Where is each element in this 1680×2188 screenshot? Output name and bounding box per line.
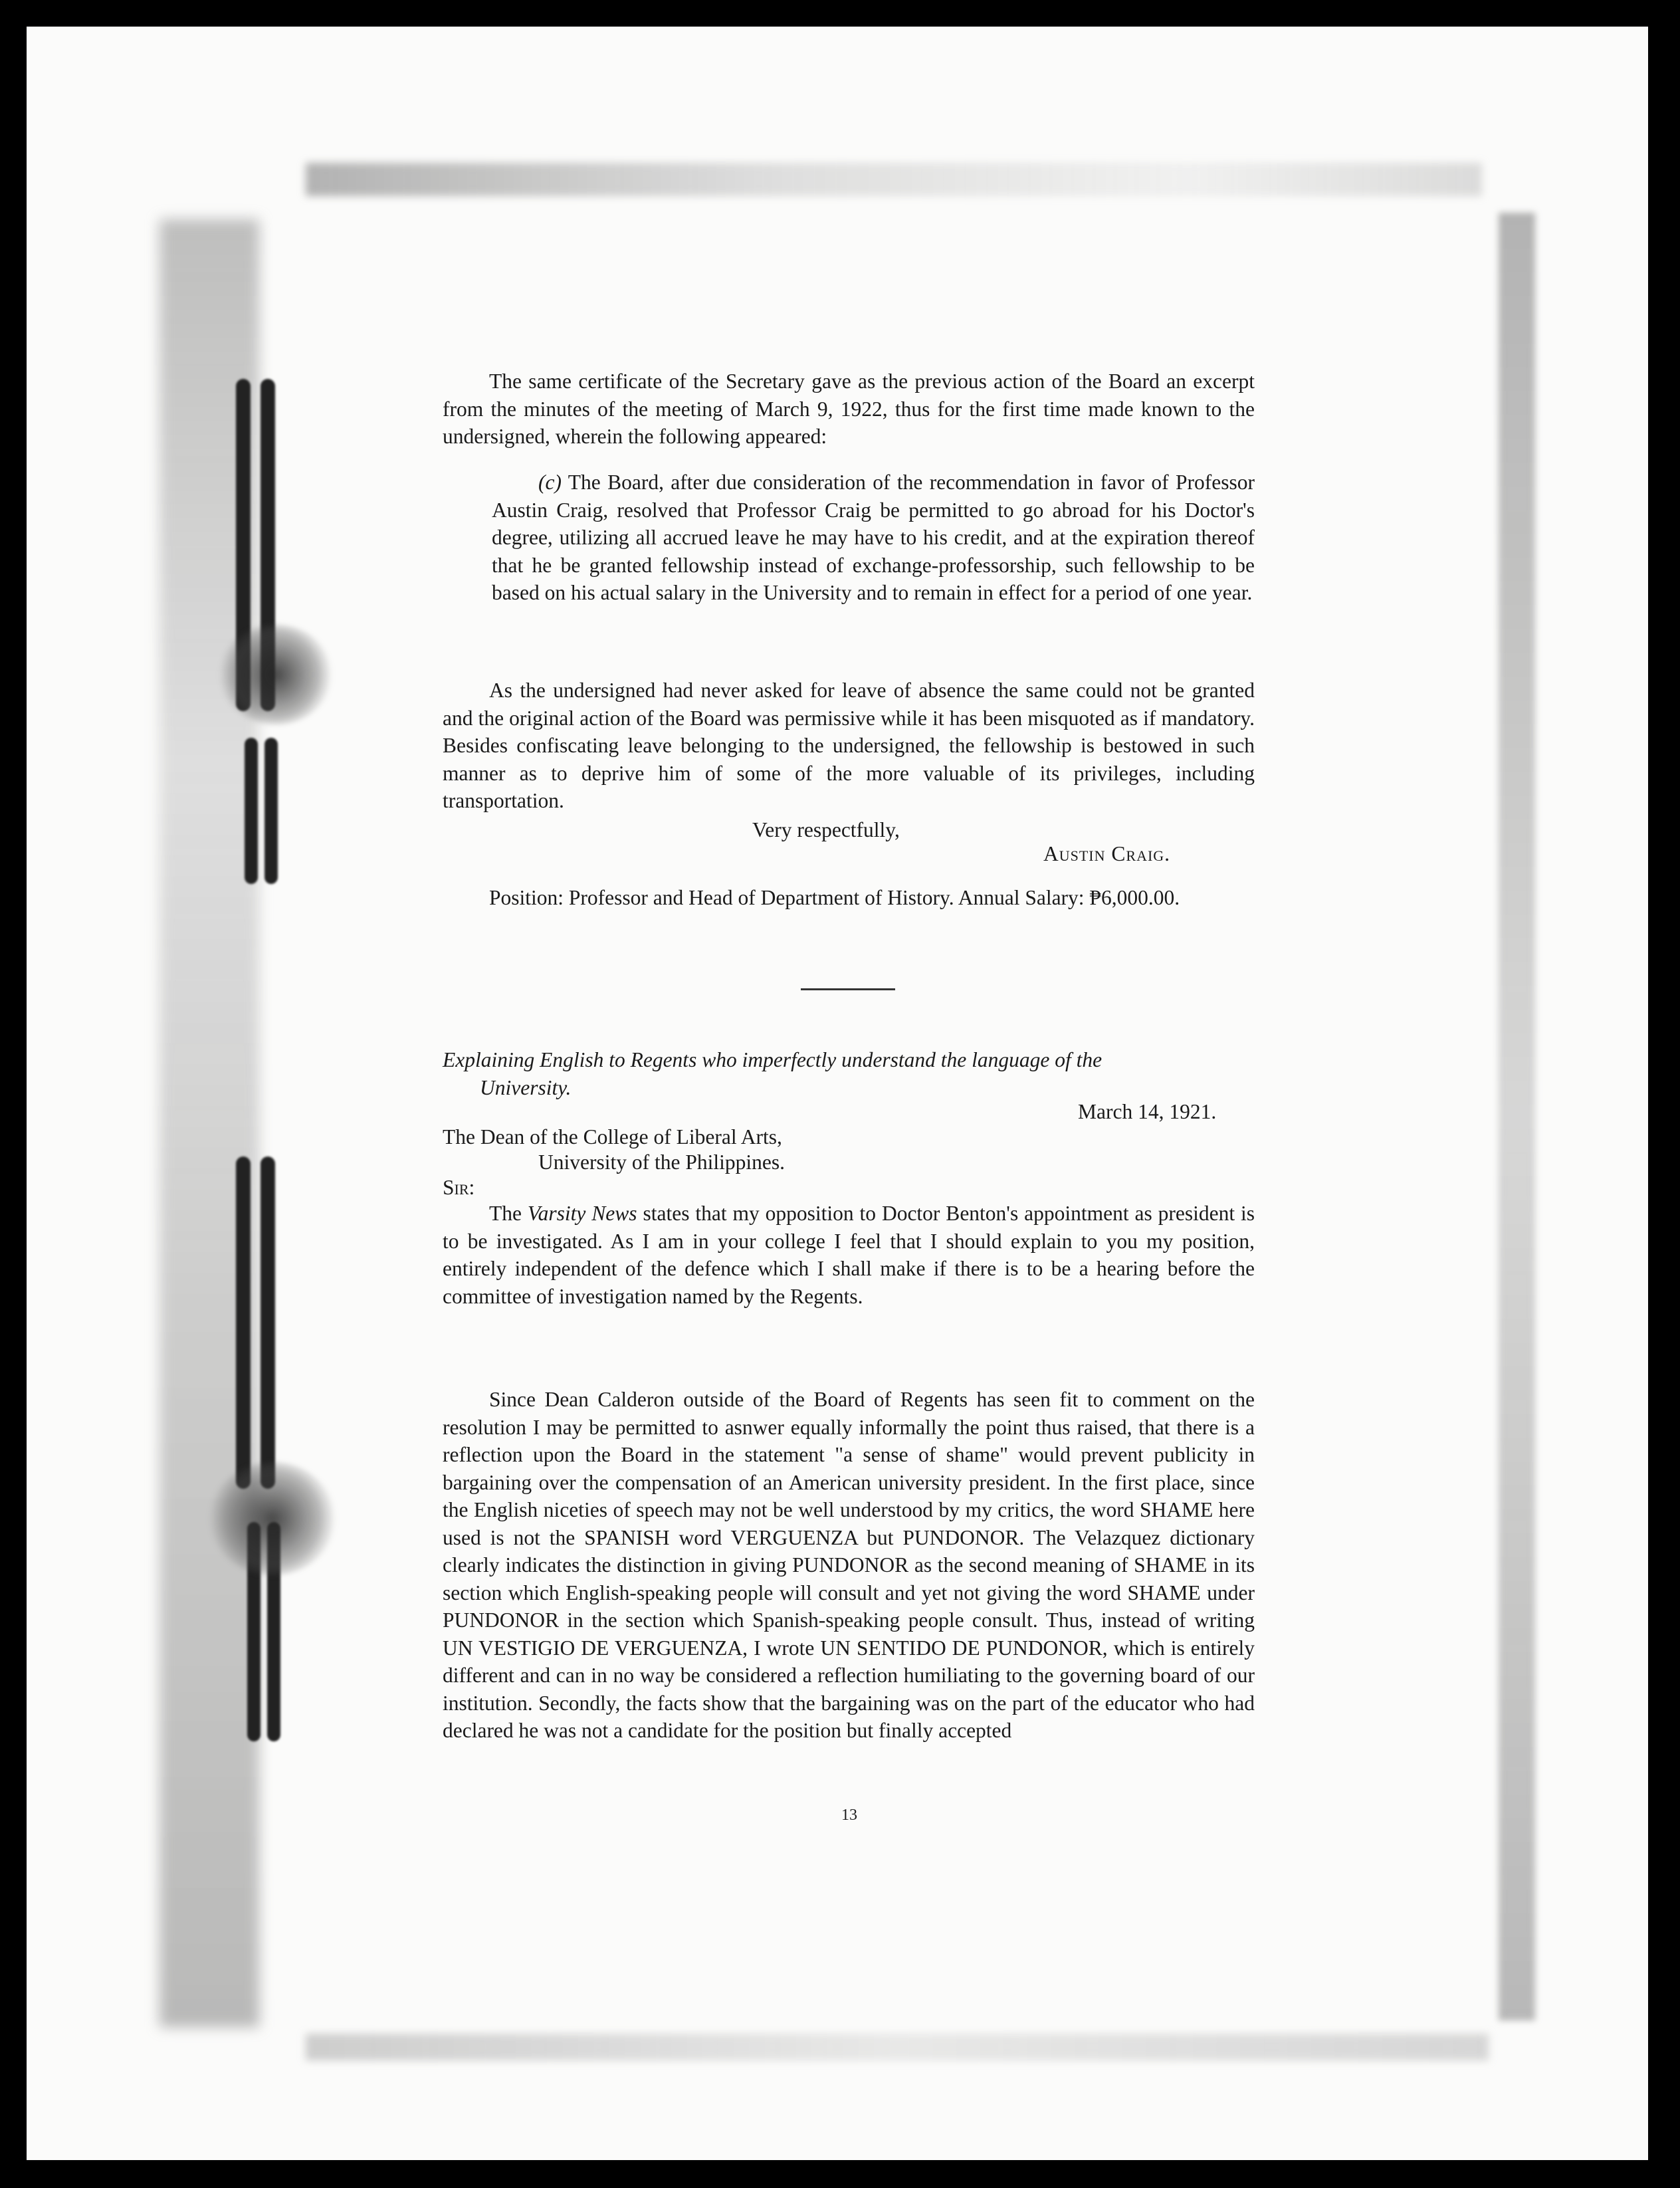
- address-line: University of the Philippines.: [538, 1150, 785, 1174]
- page-number: 13: [841, 1806, 857, 1824]
- salutation: Sir:: [443, 1176, 475, 1199]
- binding-mark: [261, 1156, 275, 1489]
- paragraph-text: states that my opposition to Doctor Benton's appointment as president is to be investigated. As I am in your college I feel that I should explain to you my position, entirely independent of the defence which I shall make if there is to be a hearing before the committee of investigation named by the Regents.: [443, 1202, 1255, 1308]
- block-quote-resolution: [492, 469, 1255, 607]
- letter-date: March 14, 1921.: [1078, 1100, 1217, 1123]
- paragraph-text: Since Dean Calderon outside of the Board of Regents has seen fit to comment on the resolution I may be permitted to asnwer equally informally the point thus raised, that there is a reflection upon the Board in the statement "a sense of shame" would prevent publicity in bargaining over the compensation of an American university president. In the first place, since the English niceties of speech may not be well understood by my critics, the word SHAME here used is not the SPANISH word VERGUENZA but PUNDONOR. The Velazquez dictionary clearly indicates the distinction in giving PUNDONOR as the second meaning of SHAME in its section which English-speaking people will consult and yet not giving the word SHAME under PUNDONOR in the section which Spanish-speaking people consult. Thus, instead of writing UN VESTIGIO DE VERGUENZA, I wrote UN SENTIDO DE PUNDONOR, which is entirely different and can in no way be considered a reflection humiliating to the governing board of our institution. Secondly, the facts show that the bargaining was on the part of the educator who had declared he was not a candidate for the position but finally accepted: [443, 1388, 1255, 1742]
- ink-blot: [219, 625, 332, 724]
- quote-label: (c): [538, 471, 562, 494]
- paragraph-pundonor: [443, 1386, 1255, 1745]
- binding-mark: [236, 1156, 251, 1489]
- paragraph-text: The same certificate of the Secretary gave as the previous action of the Board an excerpt from the minutes of the meeting of March 9, 1922, thus for the first time made known to the undersigned, wherein the following appeared:: [443, 370, 1255, 448]
- heading-line: University.: [480, 1076, 572, 1099]
- paragraph-text: The: [489, 1202, 522, 1225]
- paragraph-text: As the undersigned had never asked for leave of absence the same could not be granted and the original action of the Board was permissive while it has been misquoted as if mandatory. Besides confiscating leave belonging to the undersigned, the fellowship is bestowed in such manner as to deprive him of some of the more valuable of its privileges, including transportation.: [443, 679, 1255, 812]
- address-line: The Dean of the College of Liberal Arts,: [443, 1125, 782, 1149]
- paragraph-text: Position: Professor and Head of Department of History. Annual Salary: ₱6,000.00.: [489, 886, 1180, 909]
- section-divider: [801, 988, 895, 990]
- paragraph-position: [443, 884, 1255, 912]
- heading-line: Explaining English to Regents who imperfectly understand the language of the: [443, 1048, 1102, 1071]
- closing: Very respectfully,: [752, 818, 900, 841]
- quote-text: The Board, after due consideration of the recommendation in favor of Professor Austin Craig, resolved that Professor Craig be permitted to go abroad for his Doctor's degree, utilizing all accrued leave he may have to his credit, and at the expiration thereof that he be granted fellowship instead of exchange-professorship, such fellowship to be based on his actual salary in the University and to remain in effect for a period of one year.: [492, 471, 1255, 604]
- binding-mark: [245, 738, 258, 884]
- paragraph-varsity-news: [443, 1200, 1255, 1310]
- paragraph-leave: [443, 677, 1255, 815]
- scan-smudge-right: [1499, 213, 1535, 2021]
- paragraph-certificate: [443, 368, 1255, 451]
- ink-blot: [209, 1462, 336, 1575]
- signature: Austin Craig.: [1043, 842, 1171, 865]
- section-heading: [443, 1046, 1255, 1102]
- publication-title: Varsity News: [527, 1202, 637, 1225]
- scan-smudge-top: [306, 163, 1482, 196]
- binding-mark: [264, 738, 278, 884]
- scan-smudge-bottom: [306, 2034, 1489, 2060]
